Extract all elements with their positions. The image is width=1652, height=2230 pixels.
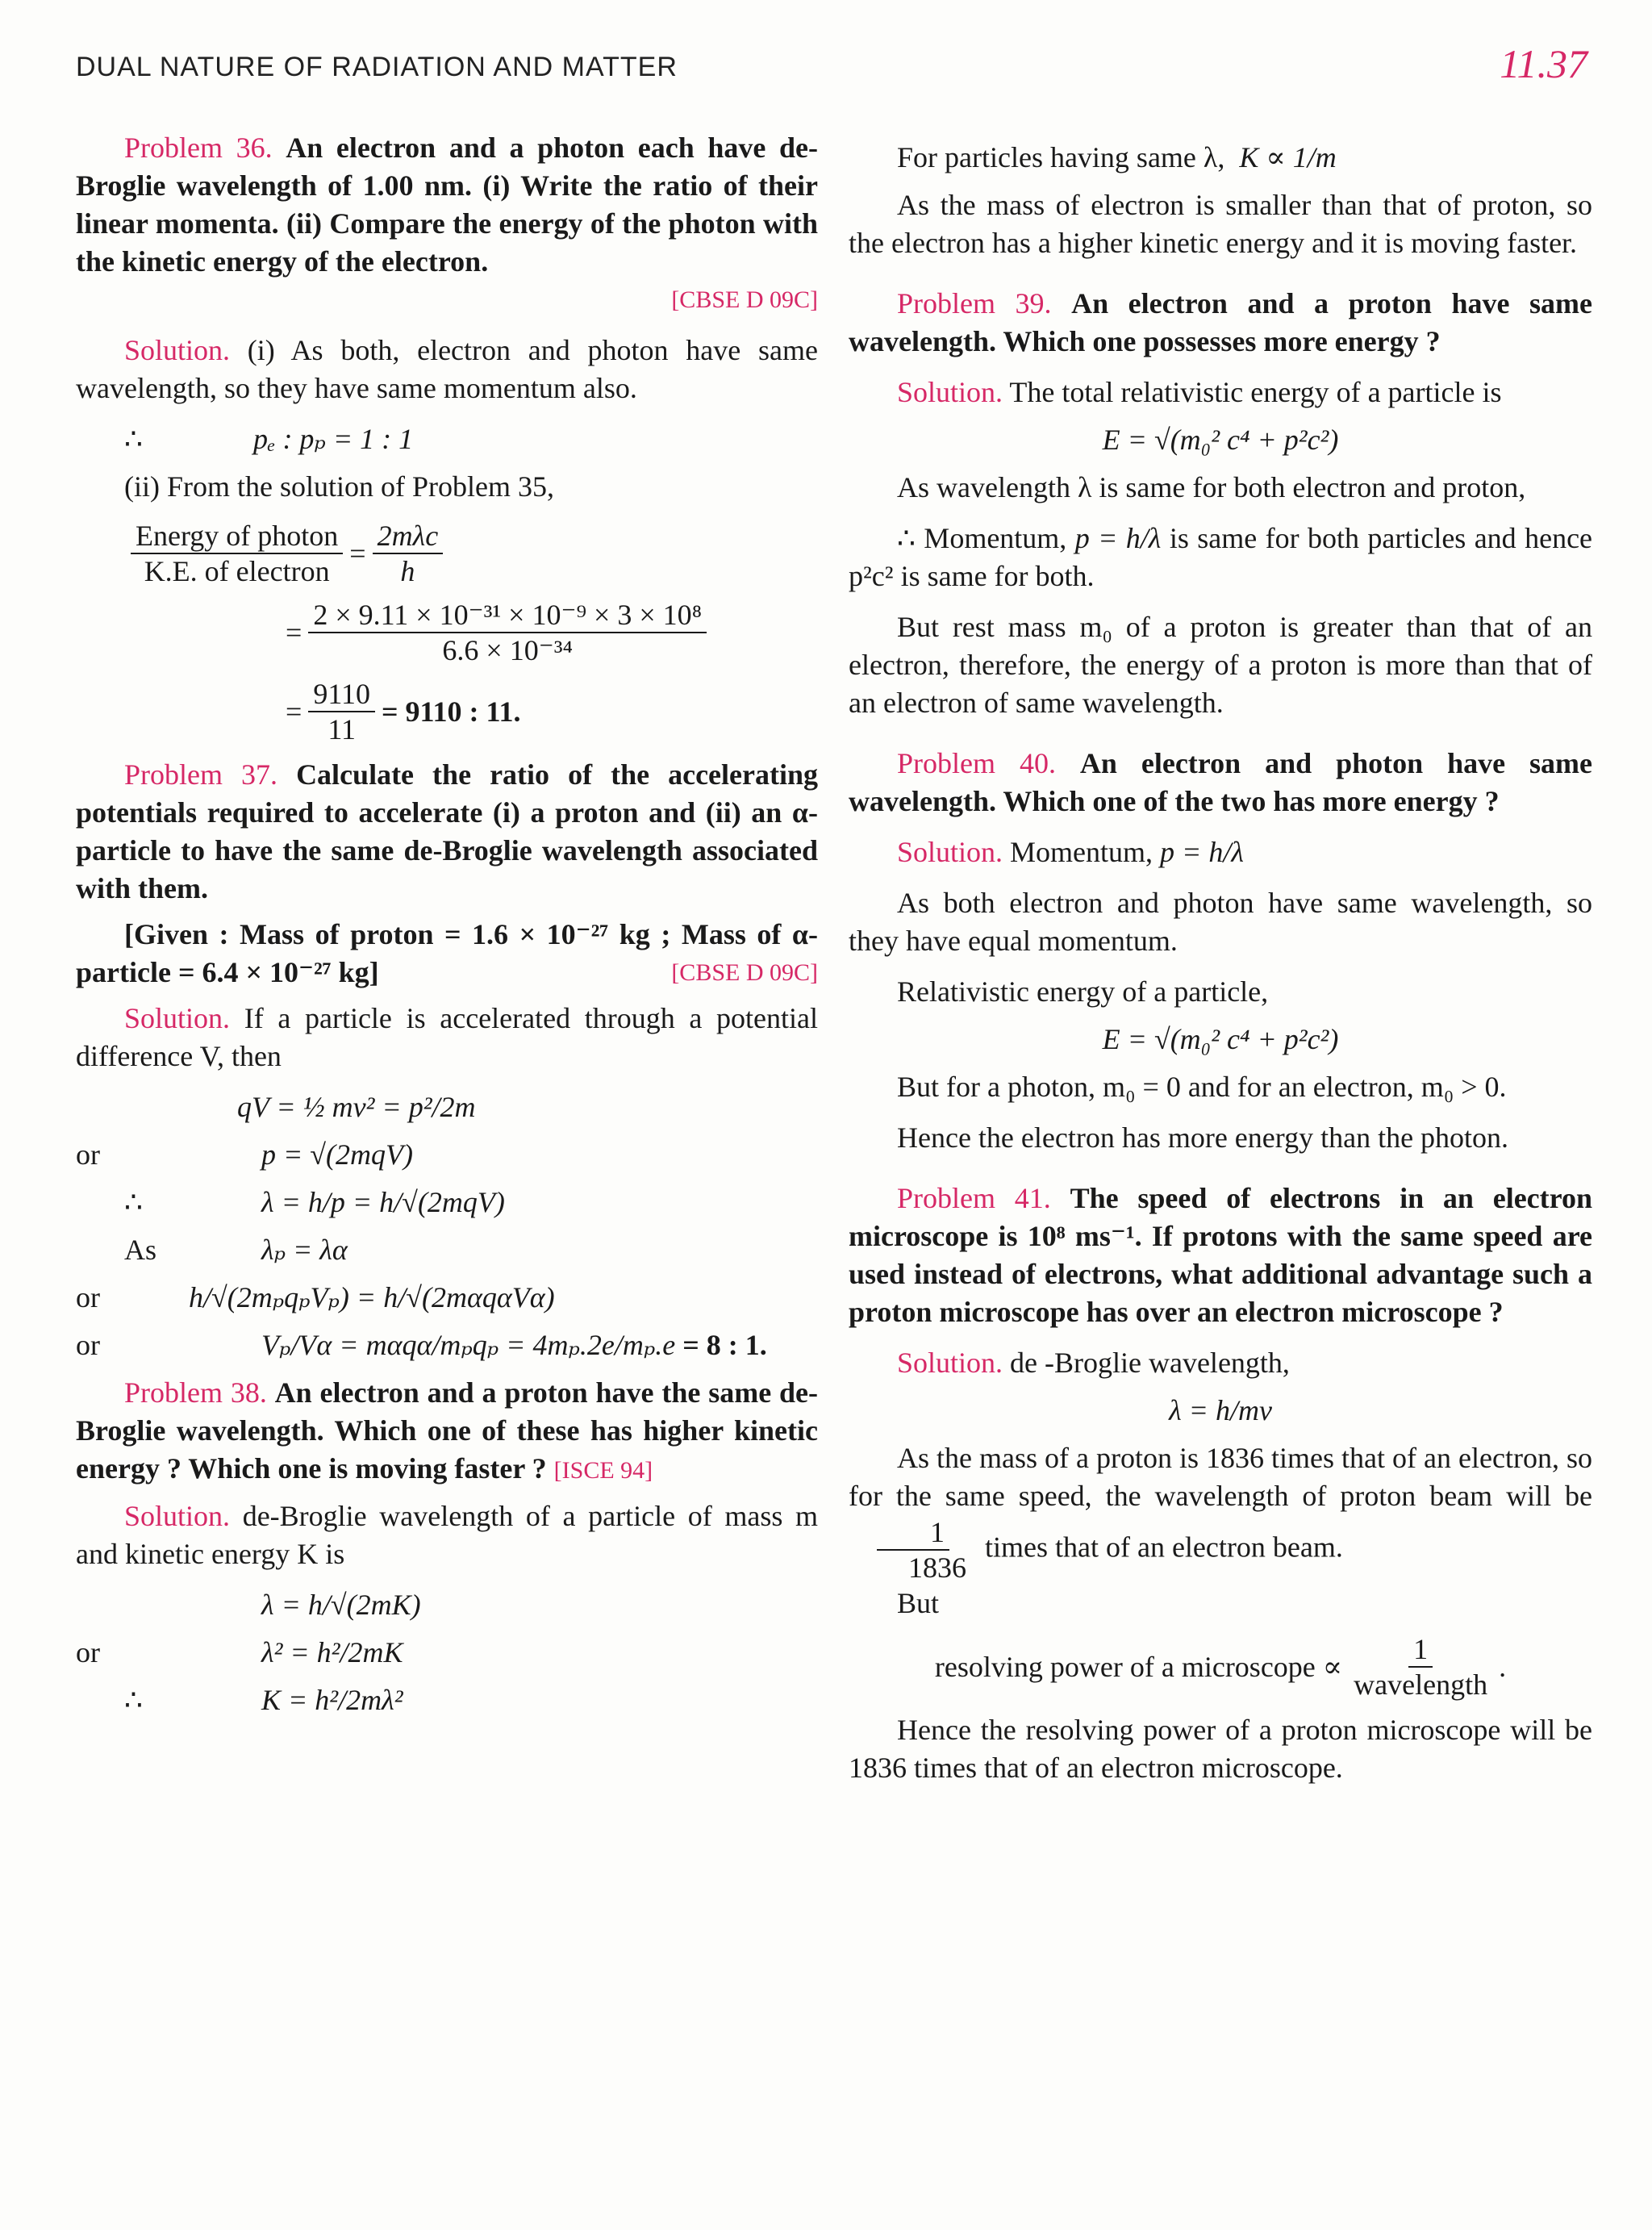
problem-36	[76, 129, 818, 281]
problem-label: Problem 37.	[124, 758, 278, 791]
solution-39	[849, 374, 1592, 411]
right-column	[849, 129, 1592, 1787]
page-header	[76, 40, 1587, 105]
solution-37	[76, 1000, 818, 1075]
solution-label: Solution.	[897, 836, 1003, 868]
problem-text: An electron and photon have same wavelength. Which one of the two has more energy ?	[849, 747, 1593, 817]
given-data: [Given : Mass of proton = 1.6 × 10⁻²⁷ kg ; Mass of α-particle = 6.4 × 10⁻²⁷ kg] [CBSE D 09C]	[76, 916, 818, 992]
energy-ratio-calc: = $\frac{\text{2 × 9.11 × 10⁻³¹ × 10⁻⁹ × 3 × 10⁸}}{\text{6.6 × 10⁻³⁴}}$	[76, 598, 818, 667]
equation: λ = h/mv	[1169, 1394, 1272, 1426]
paragraph: But for a photon, m₀ = 0 and for an electron, m₀ > 0.	[897, 1071, 1507, 1103]
paragraph: ∴ Momentum, p = h/λ is same for both particles and hence p²c² is same for both.	[849, 522, 1593, 592]
equation: λ = h/√(2mK)	[261, 1589, 421, 1621]
paragraph: As both electron and photon have same wavelength, so they have equal momentum.	[849, 887, 1592, 957]
problem-label: Problem 41.	[897, 1182, 1051, 1214]
equation: or λ² = h²/2mK	[76, 1636, 403, 1668]
fraction: $\frac{9110}{11}$	[308, 677, 375, 746]
solution-label: Solution.	[124, 1500, 231, 1532]
problem-text: Calculate the ratio of the accelerating potentials required to accelerate (i) a proton and (ii) an α-particle to have the same de-Broglie wavelength associated with them.	[76, 758, 819, 904]
chapter-title: DUAL NATURE OF RADIATION AND MATTER	[76, 52, 678, 82]
resolving-power-eq: resolving power of a microscope ∝ $\frac{1}{\text{wavelength}}$ .	[934, 1633, 1507, 1701]
solution-label: Solution.	[897, 376, 1003, 408]
solution-label: Solution.	[124, 334, 231, 366]
paragraph: As wavelength λ is same for both electron and proton,	[897, 471, 1526, 503]
solution-text: (i) As both, electron and photon have same wavelength, so they have same momentum also.	[76, 334, 818, 404]
solution-label: Solution.	[897, 1347, 1003, 1379]
paragraph: Hence the resolving power of a proton microscope will be 1836 times that of an electron microscope.	[849, 1714, 1592, 1784]
part-ii-text: (ii) From the solution of Problem 35,	[124, 470, 554, 503]
source-ref: [CBSE D 09C]	[671, 286, 818, 313]
solution-text: de-Broglie wavelength of a particle of mass m and kinetic energy K is	[76, 1500, 818, 1570]
solution-label: Solution.	[124, 1002, 231, 1034]
fraction: $\frac{1}{1836}$	[855, 1515, 971, 1585]
source-ref: [CBSE D 09C]	[671, 959, 818, 986]
equation: qV = ½ mv² = p²/2m	[237, 1091, 476, 1123]
problem-37	[76, 756, 818, 908]
problem-38	[76, 1374, 818, 1489]
solution-36	[76, 332, 818, 407]
equation: or p = √(2mqV)	[76, 1138, 414, 1171]
solution-text: The total relativistic energy of a particle is	[1009, 376, 1502, 408]
momentum-ratio-eq: ∴ pₑ : pₚ = 1 : 1	[76, 420, 818, 458]
paragraph: As the mass of electron is smaller than that of proton, so the electron has a higher kinetic energy and it is moving faster.	[849, 189, 1592, 259]
paragraph: But rest mass m₀ of a proton is greater than that of an electron, therefore, the energy of a proton is more than that of an electron of same wavelength.	[849, 611, 1592, 719]
equation: As λₚ = λα	[124, 1234, 348, 1266]
fraction: $\frac{\text{2 × 9.11 × 10⁻³¹ × 10⁻⁹ × 3 × 10⁸}}{\text{6.6 × 10⁻³⁴}}$	[308, 598, 707, 667]
paragraph: But	[897, 1587, 940, 1619]
solution-text: If a particle is accelerated through a potential difference V, then	[76, 1002, 819, 1072]
fraction: $\frac{1}{\text{wavelength}}$	[1354, 1633, 1488, 1701]
page-number: 11.37	[1500, 41, 1587, 86]
source-ref: [ISCE 94]	[553, 1457, 653, 1484]
left-column	[76, 129, 818, 1729]
equation: ∴ λ = h/p = h/√(2mqV)	[124, 1186, 505, 1218]
paragraph: Relativistic energy of a particle,	[897, 975, 1269, 1008]
problem-label: Problem 36.	[124, 132, 273, 164]
problem-text: An electron and a proton have same wavelength. Which one possesses more energy ?	[849, 287, 1592, 357]
problem-label: Problem 40.	[897, 747, 1056, 779]
solution-text: de -Broglie wavelength,	[1010, 1347, 1290, 1379]
problem-text: An electron and a photon each have de-Broglie wavelength of 1.00 nm. (i) Write the ratio of their linear momenta. (ii) Compare the energy of the photon with the kinetic energy of the electron.	[76, 132, 819, 278]
paragraph: As the mass of a proton is 1836 times that of an electron, so for the same speed, the wavelength of proton beam will be $\frac{1}{1836}$ times that of an electron beam.	[849, 1442, 1592, 1584]
fraction: $\frac{\text{2mλc}}{h}$	[373, 519, 444, 588]
equation: E = √(m₀² c⁴ + p²c²)	[1102, 1023, 1339, 1055]
problem-39	[849, 285, 1592, 361]
fraction: $\frac{\text{Energy of photon}}{\text{K.E. of electron}}$	[131, 519, 343, 588]
intro-line: For particles having same λ, K ∝ 1/m	[897, 141, 1337, 173]
problem-text: An electron and a proton have the same de-Broglie wavelength. Which one of these has higher kinetic energy ? Which one is moving faster ?	[76, 1376, 818, 1485]
equation: pₑ : pₚ = 1 : 1	[253, 423, 414, 455]
problem-41	[849, 1180, 1592, 1331]
solution-40: Solution. Momentum, p = h/λ	[897, 836, 1244, 868]
paragraph: Hence the electron has more energy than the photon.	[897, 1121, 1509, 1154]
equation: or h/√(2mₚqₚVₚ) = h/√(2mαqαVα)	[76, 1281, 555, 1313]
problem-text: The speed of electrons in an electron microscope is 10⁸ ms⁻¹. If protons with the same speed are used instead of electrons, what additional advantage such a proton microscope has over an electron microscope ?	[849, 1182, 1592, 1328]
solution-38	[76, 1497, 818, 1573]
energy-ratio-result: = $\frac{9110}{11}$ = 9110 : 11.	[286, 678, 521, 745]
problem-40	[849, 745, 1592, 821]
problem-label: Problem 39.	[897, 287, 1052, 319]
problem-label: Problem 38.	[124, 1376, 267, 1409]
solution-41	[849, 1344, 1592, 1382]
equation: E = √(m₀² c⁴ + p²c²)	[1102, 424, 1339, 456]
solution-text: Momentum,	[1010, 836, 1153, 868]
energy-ratio-eq: $\frac{\text{Energy of photon}}{\text{K.E. of electron}}$ = $\frac{\text{2mλc}}{h}$	[76, 519, 818, 588]
equation: ∴ K = h²/2mλ²	[124, 1684, 403, 1716]
potential-ratio-eq: or Vₚ/Vα = mαqα/mₚqₚ = 4mₚ.2e/mₚ.e = 8 : 1.	[76, 1329, 767, 1361]
